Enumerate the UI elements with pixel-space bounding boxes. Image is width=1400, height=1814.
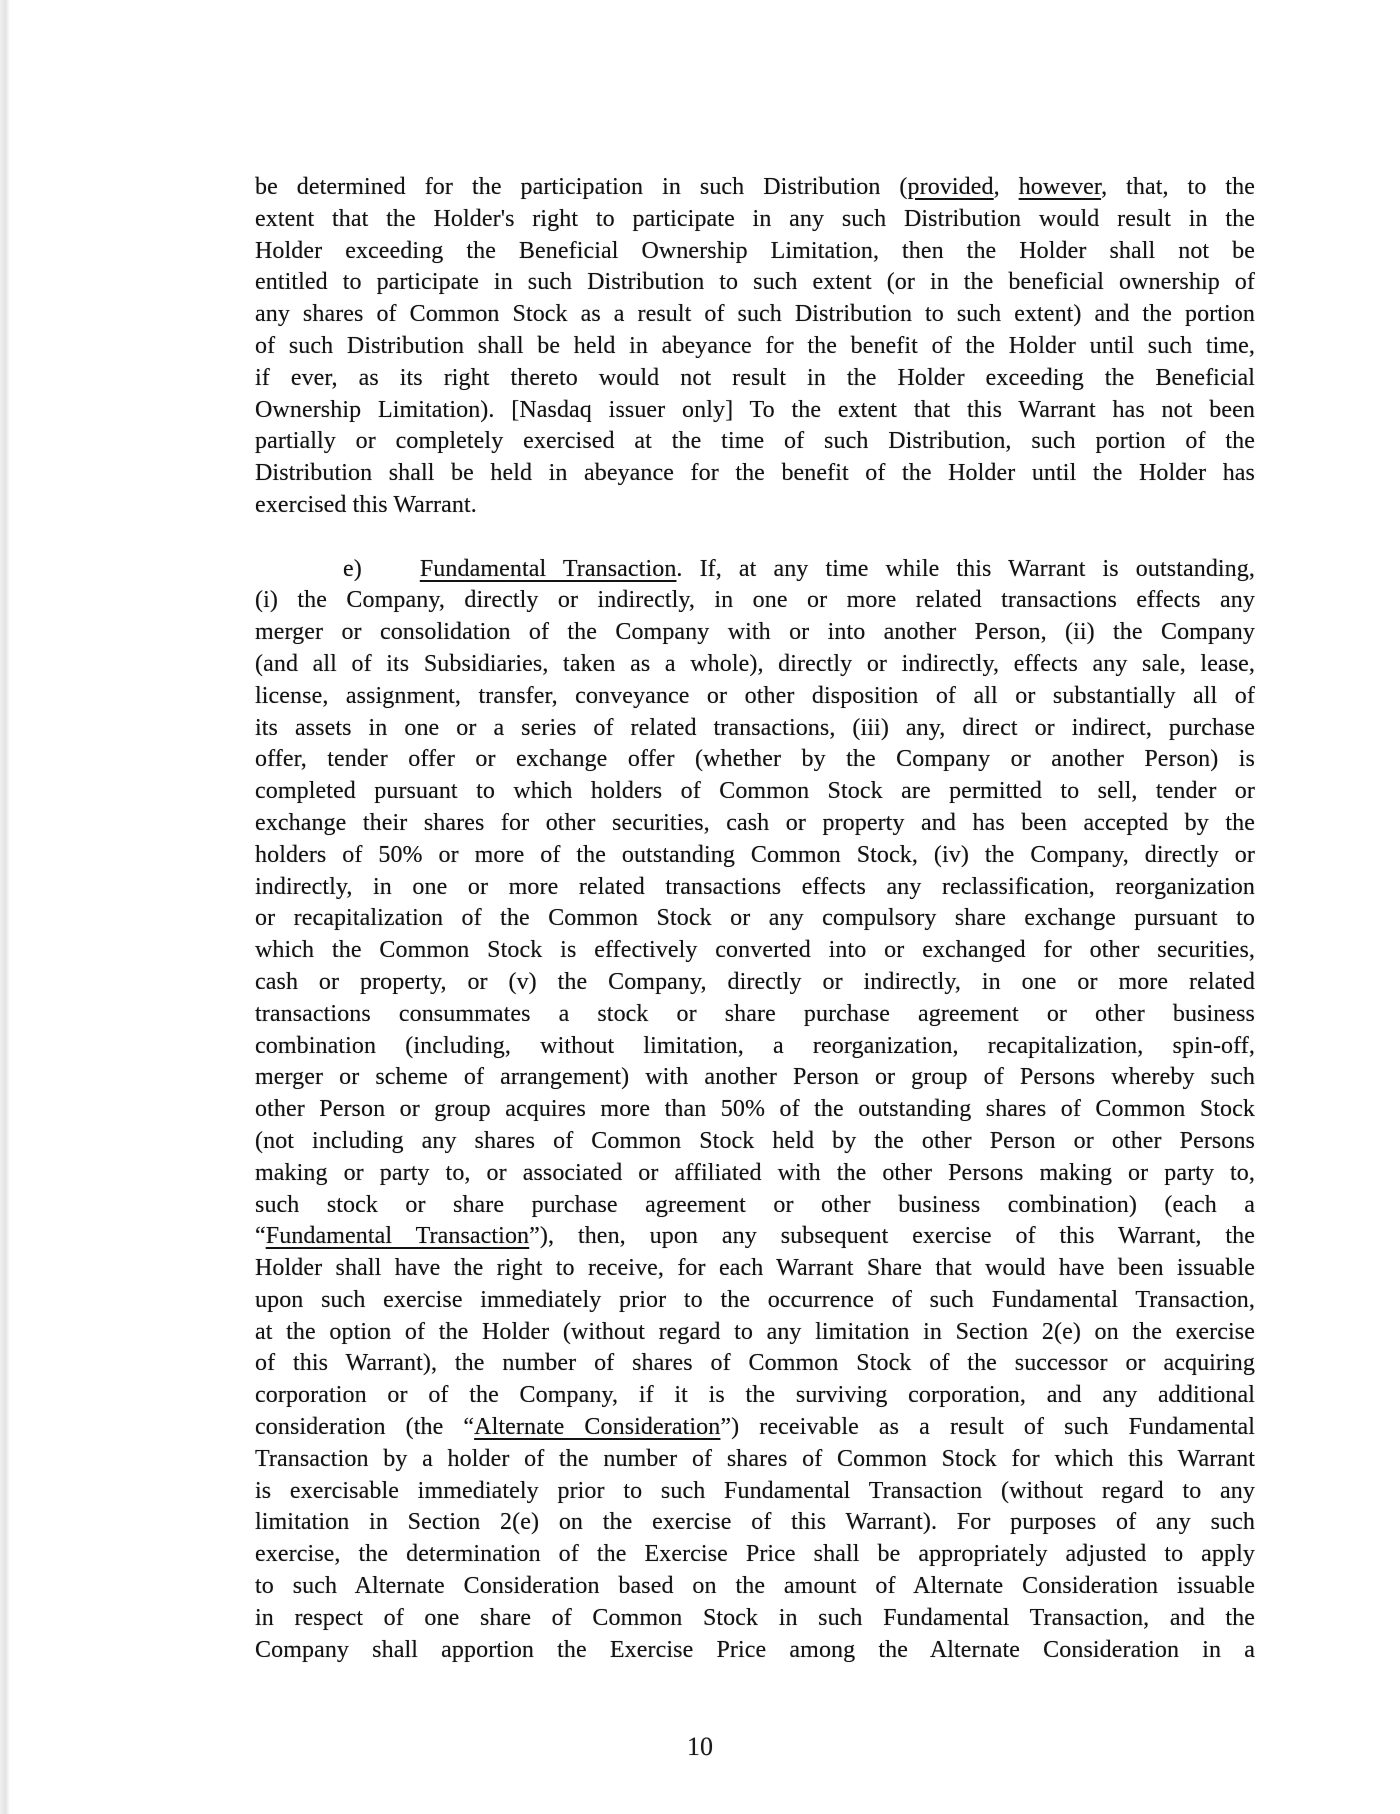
text-segment: merger or consolidation of the Company with or into another Person, (ii) the Company: [255, 619, 1255, 646]
text-segment: Holder exceeding the Beneficial Ownership Limitation, then the Holder shall not be: [255, 237, 1255, 264]
text-line: [255, 1507, 1255, 1539]
text-segment: transactions consummates a stock or share purchase agreement or other business: [255, 1000, 1255, 1027]
text-segment: upon such exercise immediately prior to the occurrence of such Fundamental Transaction,: [255, 1286, 1255, 1313]
text-segment: which the Common Stock is effectively converted into or exchanged for other securities,: [255, 937, 1255, 964]
text-segment: (not including any shares of Common Stock held by the other Person or other Persons: [255, 1127, 1255, 1154]
text-line: [255, 1603, 1255, 1635]
text-segment: of such Distribution shall be held in abeyance for the benefit of the Holder until such time,: [255, 332, 1255, 359]
text-segment: Ownership Limitation). [Nasdaq issuer only] To the extent that this Warrant has not been: [255, 396, 1255, 423]
text-segment: combination (including, without limitation, a reorganization, recapitalization, spin-off,: [255, 1032, 1255, 1059]
text-segment: extent that the Holder's right to participate in any such Distribution would result in the: [255, 205, 1255, 232]
text-segment: ”) receivable as a result of such Fundamental: [720, 1414, 1256, 1441]
text-segment: to such Alternate Consideration based on the amount of Alternate Consideration issuable: [255, 1573, 1255, 1600]
text-line: [255, 585, 1255, 617]
text-segment: corporation or of the Company, if it is the surviving corporation, and any additional: [255, 1382, 1255, 1409]
text-segment: ,: [993, 174, 1019, 200]
text-segment: its assets in one or a series of related transactions, (iii) any, direct or indirect, purchase: [255, 714, 1255, 741]
text-line: [255, 1571, 1255, 1603]
text-segment: Transaction by a holder of the number of shares of Common Stock for which this Warrant: [255, 1445, 1255, 1472]
text-segment: offer, tender offer or exchange offer (whether by the Company or another Person) is: [255, 746, 1255, 773]
text-line: [255, 808, 1255, 840]
text-segment: Company shall apportion the Exercise Price among the Alternate Consideration in a: [255, 1636, 1255, 1663]
distribution-clause-paragraph: [255, 172, 1255, 522]
text-line: [255, 649, 1255, 681]
text-line: [255, 1126, 1255, 1158]
text-segment: license, assignment, transfer, conveyance or other disposition of all or substantially all of: [255, 682, 1255, 709]
text-line: [255, 236, 1255, 268]
text-line: [255, 935, 1255, 967]
text-segment: exercised this Warrant.: [255, 491, 477, 518]
text-segment: exchange their shares for other securities, cash or property and has been accepted by the: [255, 809, 1255, 836]
text-segment: such stock or share purchase agreement or other business combination) (each a: [255, 1191, 1255, 1218]
text-line: [255, 204, 1255, 236]
text-line: [255, 1635, 1255, 1667]
underlined-term: Fundamental Transaction: [419, 555, 677, 582]
text-line: [255, 1539, 1255, 1571]
text-line: [255, 458, 1255, 490]
text-segment: of this Warrant), the number of shares of Common Stock of the successor or acquiring: [255, 1350, 1255, 1377]
text-line: [255, 967, 1255, 999]
text-line: [255, 299, 1255, 331]
text-segment: completed pursuant to which holders of Common Stock are permitted to sell, tender or: [255, 778, 1255, 805]
text-segment: Holder shall have the right to receive, for each Warrant Share that would have been issuable: [255, 1255, 1255, 1282]
text-segment: holders of 50% or more of the outstanding Common Stock, (iv) the Company, directly or: [255, 841, 1255, 868]
text-segment: if ever, as its right thereto would not result in the Holder exceeding the Beneficial: [255, 364, 1255, 391]
text-segment: limitation in Section 2(e) on the exercise of this Warrant). For purposes of any such: [255, 1509, 1255, 1536]
text-segment: (and all of its Subsidiaries, taken as a whole), directly or indirectly, effects any sale, lease,: [255, 650, 1255, 677]
text-line: [255, 395, 1255, 427]
text-segment: is exercisable immediately prior to such Fundamental Transaction (without regard to any: [255, 1477, 1255, 1504]
text-segment: merger or scheme of arrangement) with another Person or group of Persons whereby such: [255, 1064, 1255, 1091]
text-line: [255, 1476, 1255, 1508]
text-line: [255, 1221, 1255, 1253]
fundamental-transaction-paragraph: [255, 554, 1255, 1667]
page-number: 10: [687, 1732, 713, 1761]
text-line: [255, 267, 1255, 299]
clause-marker: e): [343, 555, 362, 582]
text-line: [255, 363, 1255, 395]
scan-edge-shadow: [0, 0, 10, 1814]
text-line: [255, 331, 1255, 363]
text-line: [255, 1190, 1255, 1222]
text-line: [255, 617, 1255, 649]
text-line: [255, 426, 1255, 458]
text-segment: cash or property, or (v) the Company, directly or indirectly, in one or more related: [255, 968, 1255, 995]
text-line: [255, 1094, 1255, 1126]
text-segment: partially or completely exercised at the time of such Distribution, such portion of the: [255, 428, 1255, 455]
text-segment: “: [255, 1223, 266, 1250]
text-line: [255, 681, 1255, 713]
text-line: [255, 1253, 1255, 1285]
text-segment: making or party to, or associated or affiliated with the other Persons making or party to,: [255, 1159, 1255, 1186]
text-line: [255, 744, 1255, 776]
text-segment: , that, to the: [1101, 174, 1256, 200]
text-line: [255, 172, 1255, 204]
text-line: [255, 1317, 1255, 1349]
text-segment: Distribution shall be held in abeyance for the benefit of the Holder until the Holder has: [255, 460, 1255, 487]
text-segment: indirectly, in one or more related transactions effects any reclassification, reorganization: [255, 873, 1255, 900]
text-line: [255, 713, 1255, 745]
text-line: [255, 903, 1255, 935]
text-line: [255, 1158, 1255, 1190]
text-line: [255, 1380, 1255, 1412]
text-line: [255, 1412, 1255, 1444]
text-line: [255, 840, 1255, 872]
text-segment: ”), then, upon any subsequent exercise of this Warrant, the: [529, 1223, 1255, 1250]
text-line: [255, 999, 1255, 1031]
text-segment: . If, at any time while this Warrant is outstanding,: [676, 555, 1255, 582]
underlined-term: provided: [907, 174, 994, 200]
text-segment: be determined for the participation in such Distribution (: [255, 174, 908, 200]
text-line: [255, 1031, 1255, 1063]
text-line: [255, 1062, 1255, 1094]
text-line: [255, 1285, 1255, 1317]
underlined-term: however: [1018, 174, 1102, 200]
text-line: [255, 1348, 1255, 1380]
text-segment: in respect of one share of Common Stock in such Fundamental Transaction, and the: [255, 1604, 1255, 1631]
text-line: [255, 872, 1255, 904]
text-line: [255, 776, 1255, 808]
text-segment: (i) the Company, directly or indirectly, in one or more related transactions effects any: [255, 587, 1255, 614]
text-line: [255, 1444, 1255, 1476]
text-segment: exercise, the determination of the Exercise Price shall be appropriately adjusted to apply: [255, 1541, 1255, 1568]
text-segment: or recapitalization of the Common Stock or any compulsory share exchange pursuant to: [255, 905, 1255, 932]
text-line: [255, 554, 1255, 586]
text-segment: at the option of the Holder (without regard to any limitation in Section 2(e) on the exercise: [255, 1318, 1255, 1345]
text-segment: entitled to participate in such Distribution to such extent (or in the beneficial ownership of: [255, 269, 1255, 296]
text-segment: other Person or group acquires more than 50% of the outstanding shares of Common Stock: [255, 1096, 1255, 1123]
document-body: [255, 172, 1255, 1666]
text-segment: consideration (the “: [255, 1414, 475, 1441]
underlined-term: Alternate Consideration: [474, 1414, 721, 1441]
text-line: [255, 490, 1255, 522]
underlined-term: Fundamental Transaction: [265, 1223, 530, 1250]
text-segment: any shares of Common Stock as a result of such Distribution to such extent) and the portion: [255, 301, 1255, 328]
